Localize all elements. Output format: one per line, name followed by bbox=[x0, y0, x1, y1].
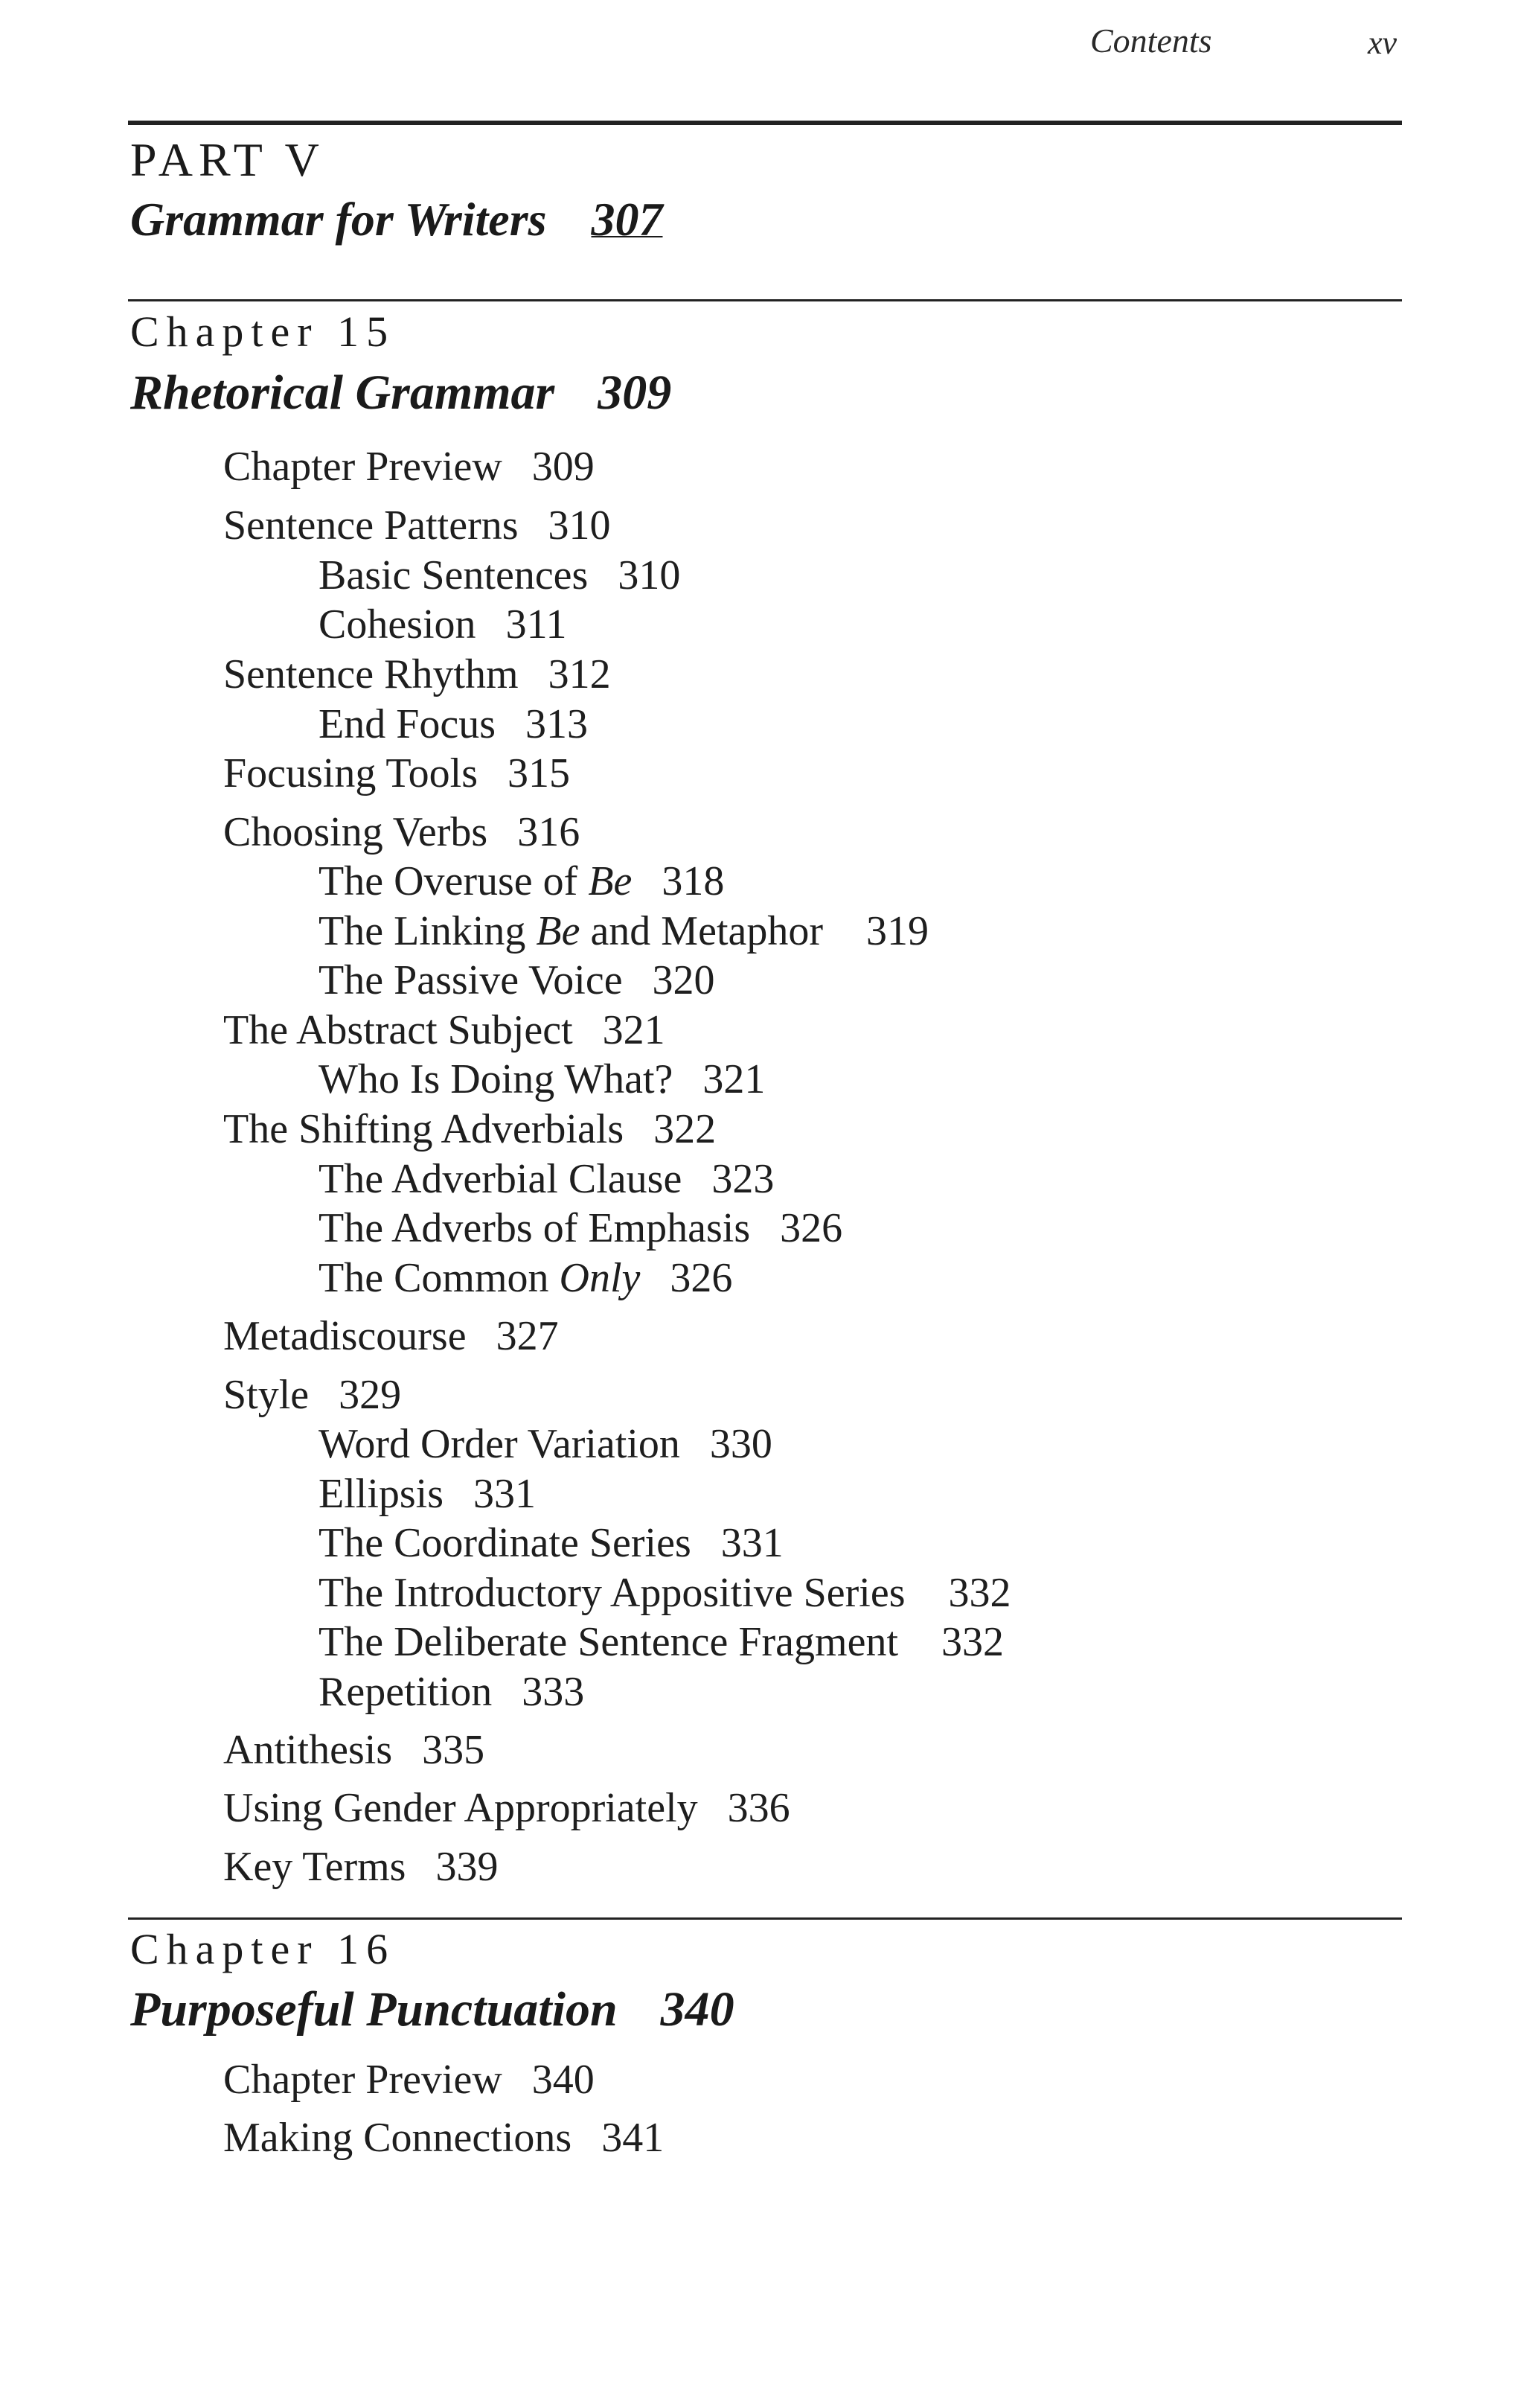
entry-text: The Overuse of bbox=[318, 858, 589, 904]
toc-subentry[interactable] bbox=[318, 1204, 842, 1252]
entry-text: Cohesion bbox=[318, 601, 476, 648]
entry-text-suffix: and Metaphor bbox=[580, 908, 824, 954]
part-divider-rule bbox=[128, 121, 1402, 125]
entry-text: Choosing Verbs bbox=[223, 809, 488, 855]
chapter-16-title bbox=[130, 1981, 734, 2038]
entry-text: The Deliberate Sentence Fragment bbox=[318, 1619, 898, 1665]
entry-page: 336 bbox=[727, 1785, 790, 1831]
part-label: PART V bbox=[130, 133, 325, 186]
running-head-page-number: xv bbox=[1368, 25, 1397, 61]
entry-text: Sentence Patterns bbox=[223, 502, 519, 549]
toc-entry[interactable] bbox=[223, 808, 580, 856]
toc-subentry[interactable] bbox=[318, 1618, 1004, 1666]
entry-page: 323 bbox=[711, 1156, 775, 1202]
running-head bbox=[0, 21, 1524, 66]
entry-page: 331 bbox=[720, 1520, 784, 1566]
entry-page: 316 bbox=[517, 809, 580, 855]
entry-page: 333 bbox=[522, 1669, 585, 1715]
entry-page: 335 bbox=[422, 1727, 485, 1773]
entry-page: 340 bbox=[531, 2057, 595, 2103]
toc-subentry[interactable] bbox=[318, 700, 588, 748]
entry-text: Chapter Preview bbox=[223, 2057, 502, 2103]
toc-subentry[interactable] bbox=[318, 1519, 784, 1567]
toc-subentry[interactable] bbox=[318, 1056, 765, 1103]
entry-text: Style bbox=[223, 1372, 310, 1418]
entry-page: 315 bbox=[508, 750, 570, 796]
toc-subentry[interactable] bbox=[318, 552, 680, 599]
entry-page: 322 bbox=[653, 1106, 717, 1152]
entry-text: The Passive Voice bbox=[318, 957, 623, 1003]
entry-text: Who Is Doing What? bbox=[318, 1056, 673, 1102]
chapter-16-title-text: Purposeful Punctuation bbox=[130, 1982, 618, 2037]
entry-page: 329 bbox=[339, 1372, 402, 1418]
entry-page: 326 bbox=[780, 1205, 843, 1251]
part-title-text: Grammar for Writers bbox=[130, 193, 547, 246]
toc-entry[interactable] bbox=[223, 1371, 401, 1419]
toc-entry[interactable] bbox=[223, 1312, 559, 1360]
toc-entry[interactable] bbox=[223, 750, 570, 797]
chapter-16-page-number: 340 bbox=[660, 1982, 734, 2037]
toc-entry[interactable] bbox=[223, 1006, 665, 1054]
entry-text: Sentence Rhythm bbox=[223, 651, 519, 697]
entry-page: 331 bbox=[473, 1471, 537, 1517]
chapter-15-page-number: 309 bbox=[598, 365, 672, 420]
entry-page: 339 bbox=[435, 1844, 499, 1890]
entry-text: The Common bbox=[318, 1255, 560, 1301]
entry-page: 321 bbox=[702, 1056, 766, 1102]
entry-text: Ellipsis bbox=[318, 1471, 444, 1517]
entry-text: Making Connections bbox=[223, 2115, 572, 2161]
entry-text-italic: Be bbox=[588, 858, 633, 904]
entry-text: Key Terms bbox=[223, 1844, 406, 1890]
toc-entry[interactable] bbox=[223, 2114, 664, 2162]
entry-page: 320 bbox=[652, 957, 715, 1003]
entry-text: The Linking bbox=[318, 908, 537, 954]
chapter-16-label: Chapter 16 bbox=[130, 1925, 396, 1973]
toc-entry[interactable] bbox=[223, 2056, 595, 2104]
entry-page: 330 bbox=[709, 1421, 772, 1467]
entry-page: 332 bbox=[941, 1619, 1004, 1665]
entry-page: 312 bbox=[548, 651, 611, 697]
toc-subentry[interactable] bbox=[318, 1668, 584, 1716]
entry-page: 310 bbox=[618, 552, 681, 598]
toc-entry[interactable] bbox=[223, 651, 611, 698]
entry-text: The Shifting Adverbials bbox=[223, 1106, 624, 1152]
entry-text: Chapter Preview bbox=[223, 444, 502, 490]
entry-page: 311 bbox=[505, 601, 567, 648]
chapter-15-title bbox=[130, 365, 671, 421]
toc-subentry[interactable] bbox=[318, 1155, 774, 1203]
chapter-15-divider-rule bbox=[128, 299, 1402, 301]
toc-subentry[interactable] bbox=[318, 1254, 732, 1302]
entry-page: 318 bbox=[662, 858, 725, 904]
entry-text: Repetition bbox=[318, 1669, 493, 1715]
entry-page: 327 bbox=[496, 1313, 559, 1359]
running-head-title: Contents bbox=[1090, 22, 1212, 60]
toc-entry[interactable] bbox=[223, 1726, 484, 1774]
entry-page: 319 bbox=[866, 908, 929, 954]
toc-entry[interactable] bbox=[223, 443, 595, 491]
toc-subentry[interactable] bbox=[318, 1420, 772, 1468]
toc-subentry[interactable] bbox=[318, 907, 929, 955]
toc-entry[interactable] bbox=[223, 1843, 498, 1891]
toc-subentry[interactable] bbox=[318, 1470, 536, 1518]
chapter-15-title-text: Rhetorical Grammar bbox=[130, 365, 555, 420]
entry-page: 313 bbox=[525, 701, 588, 747]
toc-entry[interactable] bbox=[223, 1784, 790, 1832]
toc-subentry[interactable] bbox=[318, 858, 724, 905]
chapter-16-divider-rule bbox=[128, 1917, 1402, 1920]
entry-text: Word Order Variation bbox=[318, 1421, 680, 1467]
entry-text: The Introductory Appositive Series bbox=[318, 1570, 906, 1616]
entry-page: 326 bbox=[670, 1255, 733, 1301]
part-page-number: 307 bbox=[591, 193, 663, 246]
chapter-15-label: Chapter 15 bbox=[130, 307, 396, 356]
entry-page: 332 bbox=[948, 1570, 1011, 1616]
toc-entry[interactable] bbox=[223, 1105, 716, 1153]
toc-subentry[interactable] bbox=[318, 957, 715, 1004]
entry-text: Using Gender Appropriately bbox=[223, 1785, 698, 1831]
entry-text: Basic Sentences bbox=[318, 552, 589, 598]
entry-text-italic: Be bbox=[536, 908, 580, 954]
entry-text: The Abstract Subject bbox=[223, 1007, 573, 1053]
toc-subentry[interactable] bbox=[318, 601, 566, 648]
toc-entry[interactable] bbox=[223, 502, 611, 549]
entry-page: 310 bbox=[548, 502, 611, 549]
entry-text: End Focus bbox=[318, 701, 496, 747]
entry-text: Focusing Tools bbox=[223, 750, 478, 796]
entry-text: Metadiscourse bbox=[223, 1313, 467, 1359]
entry-text-italic: Only bbox=[559, 1255, 641, 1301]
entry-text: Antithesis bbox=[223, 1727, 393, 1773]
entry-text: The Adverbial Clause bbox=[318, 1156, 682, 1202]
part-title bbox=[130, 192, 663, 247]
entry-text: The Coordinate Series bbox=[318, 1520, 691, 1566]
toc-subentry[interactable] bbox=[318, 1569, 1011, 1617]
entry-page: 309 bbox=[531, 444, 595, 490]
entry-page: 321 bbox=[602, 1007, 665, 1053]
entry-page: 341 bbox=[601, 2115, 665, 2161]
entry-text: The Adverbs of Emphasis bbox=[318, 1205, 751, 1251]
